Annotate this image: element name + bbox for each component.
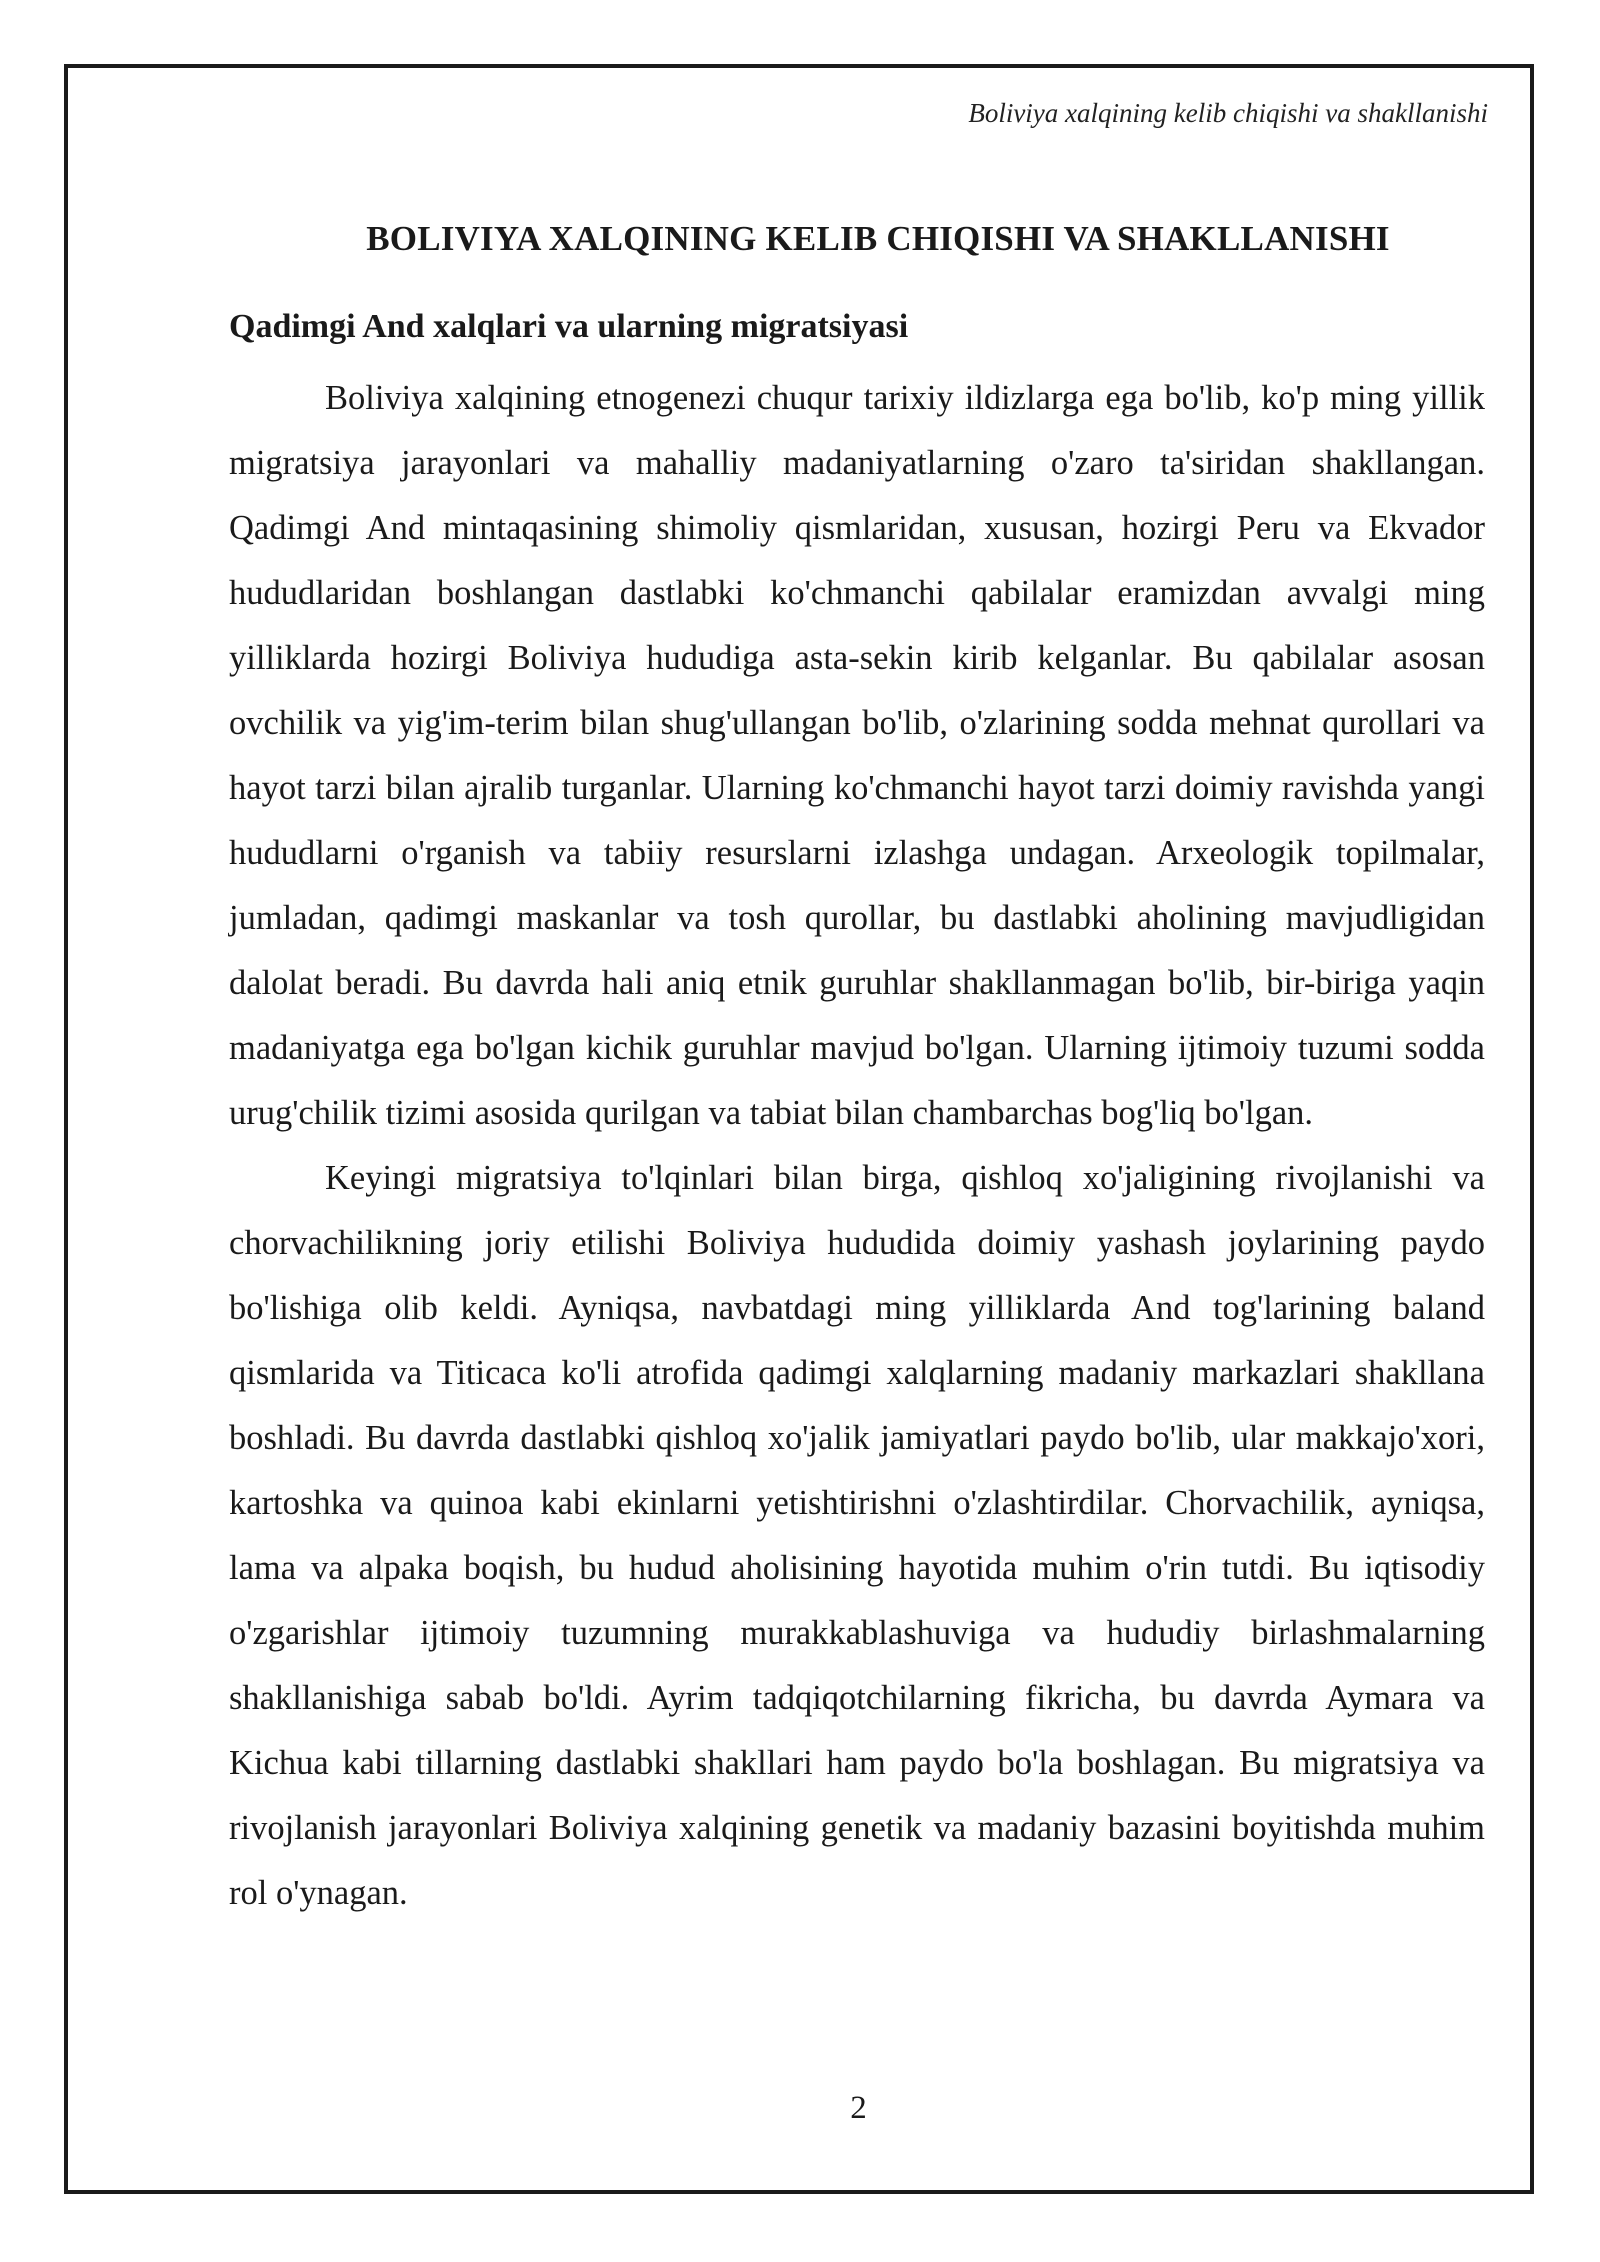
page-number: 2 (850, 2090, 867, 2126)
section-heading: Qadimgi And xalqlari va ularning migratsiyasi (229, 308, 909, 345)
page-content (229, 214, 1485, 1926)
running-header: Boliviya xalqining kelib chiqishi va shakllanishi (968, 98, 1488, 128)
body-paragraph-2: Keyingi migratsiya to'lqinlari bilan birga, qishloq xo'jaligining rivojlanishi va chorvachilikning joriy etilishi Boliviya hududida doimiy yashash joylarining paydo bo'lishiga olib keldi. Ayniqsa, navbatdagi ming yilliklarda And tog'larining baland qismlarida va Titicaca ko'li atrofida qadimgi xalqlarning madaniy markazlari shakllana boshladi. Bu davrda dastlabki qishloq xo'jalik jamiyatlari paydo bo'lib, ular makkajo'xori, kartoshka va quinoa kabi ekinlarni yetishtirishni o'zlashtirdilar. Chorvachilik, ayniqsa, lama va alpaka boqish, bu hudud aholisining hayotida muhim o'rin tutdi. Bu iqtisodiy o'zgarishlar ijtimoiy tuzumning murakkablashuviga va hududiy birlashmalarning shakllanishiga sabab bo'ldi. Ayrim tadqiqotchilarning fikricha, bu davrda Aymara va Kichua kabi tillarning dastlabki shakllari ham paydo bo'la boshlagan. Bu migratsiya va rivojlanish jarayonlari Boliviya xalqining genetik va madaniy bazasini boyitishda muhim rol o'ynagan. (229, 1159, 1485, 1912)
body-paragraph-1: Boliviya xalqining etnogenezi chuqur tarixiy ildizlarga ega bo'lib, ko'p ming yillik migratsiya jarayonlari va mahalliy madaniyatlarning o'zaro ta'siridan shakllangan. Qadimgi And mintaqasining shimoliy qismlaridan, xususan, hozirgi Peru va Ekvador hududlaridan boshlangan dastlabki ko'chmanchi qabilalar eramizdan avvalgi ming yilliklarda hozirgi Boliviya hududiga asta-sekin kirib kelganlar. Bu qabilalar asosan ovchilik va yig'im-terim bilan shug'ullangan bo'lib, o'zlarining sodda mehnat qurollari va hayot tarzi bilan ajralib turganlar. Ularning ko'chmanchi hayot tarzi doimiy ravishda yangi hududlarni o'rganish va tabiiy resurslarni izlashga undagan. Arxeologik topilmalar, jumladan, qadimgi maskanlar va tosh qurollar, bu dastlabki aholining mavjudligidan dalolat beradi. Bu davrda hali aniq etnik guruhlar shakllanmagan bo'lib, bir-biriga yaqin madaniyatga ega bo'lgan kichik guruhlar mavjud bo'lgan. Ularning ijtimoiy tuzumi sodda urug'chilik tizimi asosida qurilgan va tabiat bilan chambarchas bog'liq bo'lgan. (229, 379, 1485, 1132)
document-title: BOLIVIYA XALQINING KELIB CHIQISHI VA SHAKLLANISHI (366, 219, 1390, 258)
